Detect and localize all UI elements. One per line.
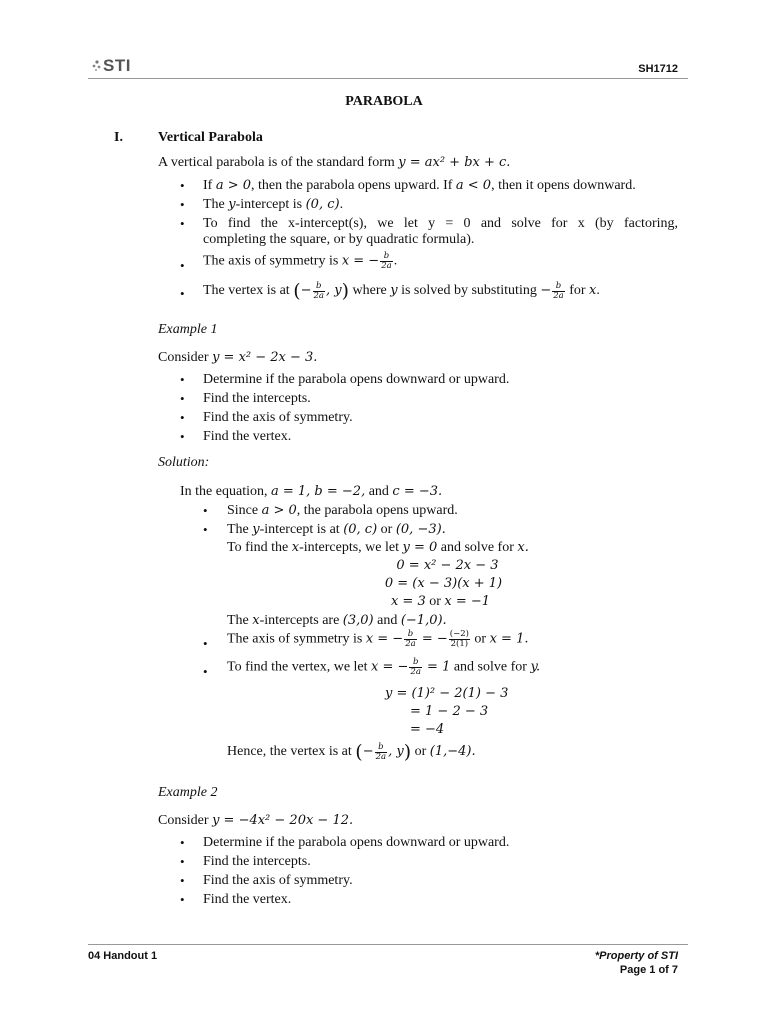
bullet: • [180, 873, 185, 888]
bullet: • [180, 178, 185, 193]
bullet: • [180, 216, 185, 231]
section-heading: Vertical Parabola [158, 130, 263, 145]
solution-opens: Since a > 0, the parabola opens upward. [227, 503, 458, 518]
equation-line: 0 = x² − 2x − 3 [396, 558, 499, 573]
doc-code: SH1712 [638, 63, 678, 75]
header-rule [88, 78, 688, 79]
section-number: I. [114, 130, 123, 145]
solution-x-intercepts: The x-intercepts are (3,0) and (−1,0). [227, 613, 447, 628]
rule-opens: If a > 0, then the parabola opens upward. If a < 0, then it opens downward. [203, 178, 636, 193]
example1-task: Determine if the parabola opens downward or upward. [203, 372, 510, 387]
footer-property: *Property of STI [594, 950, 678, 962]
example2-task: Find the vertex. [203, 892, 292, 907]
vertex-calc-line: = −4 [410, 722, 445, 737]
example1-task: Find the axis of symmetry. [203, 410, 353, 425]
bullet: • [180, 410, 185, 425]
rule-x-intercept: To find the x-intercept(s), we let y = 0 and solve for x (by factoring, completing the square, or by quadratic formula). [203, 216, 678, 247]
solution-y-intercept: The y-intercept is at (0, c) or (0, −3). [227, 522, 446, 537]
vertex-calc-line: y = (1)² − 2(1) − 3 [385, 686, 509, 701]
bullet: • [180, 197, 185, 212]
example1-consider: Consider y = x² − 2x − 3. [158, 350, 318, 365]
example2-task: Determine if the parabola opens downward or upward. [203, 835, 510, 850]
page-title: PARABOLA [345, 94, 423, 109]
bullet: • [180, 286, 185, 301]
bullet: • [180, 391, 185, 406]
bullet: • [203, 636, 208, 651]
sti-logo-mark-icon [92, 59, 102, 71]
bullet: • [180, 854, 185, 869]
example2-task: Find the axis of symmetry. [203, 873, 353, 888]
rule-vertex: The vertex is at (− $\frac{b}{2a}$ , y) where y is solved by substituting − $\frac{b}{2a}$ for x. [203, 280, 600, 302]
solution-x-intercept-setup: To find the x-intercepts, we let y = 0 and solve for x. [227, 540, 529, 555]
bullet: • [180, 429, 185, 444]
rule-y-intercept: The y-intercept is (0, c). [203, 197, 344, 212]
equation-line: x = 3 or x = −1 [390, 594, 491, 609]
footer-page: Page 1 of 7 [619, 964, 678, 976]
bullet: • [180, 835, 185, 850]
solution-axis: The axis of symmetry is x = − $\frac{b}{2a}$ = − $\frac{(-2)}{2(1)}$ or x = 1. [227, 629, 529, 649]
bullet: • [180, 258, 185, 273]
logo-text: STI [103, 56, 131, 75]
bullet: • [180, 892, 185, 907]
intro-line: A vertical parabola is of the standard form y = ax² + bx + c. [158, 155, 511, 170]
footer-rule [88, 944, 688, 945]
footer-handout: 04 Handout 1 [88, 950, 158, 962]
sti-logo [92, 56, 131, 76]
example2-task: Find the intercepts. [203, 854, 311, 869]
equation-line: 0 = (x − 3)(x + 1) [384, 576, 503, 591]
bullet: • [180, 372, 185, 387]
solution-intro: In the equation, a = 1, b = −2, and c = −3. [180, 484, 443, 499]
bullet: • [203, 664, 208, 679]
bullet: • [203, 503, 208, 518]
solution-vertex-setup: To find the vertex, we let x = − $\frac{b}{2a}$ = 1 and solve for y. [227, 657, 541, 677]
example1-label: Example 1 [158, 322, 218, 337]
bullet: • [203, 522, 208, 537]
example1-task: Find the vertex. [203, 429, 292, 444]
rule-axis: The axis of symmetry is x = − $\frac{b}{2a}$ . [203, 251, 398, 271]
solution-vertex: Hence, the vertex is at (− $\frac{b}{2a}$ , y) or (1,−4). [227, 741, 476, 763]
example2-consider: Consider y = −4x² − 20x − 12. [158, 813, 354, 828]
example1-task: Find the intercepts. [203, 391, 311, 406]
vertex-calc-line: = 1 − 2 − 3 [410, 704, 489, 719]
solution-label: Solution: [158, 455, 210, 470]
example2-label: Example 2 [158, 785, 218, 800]
